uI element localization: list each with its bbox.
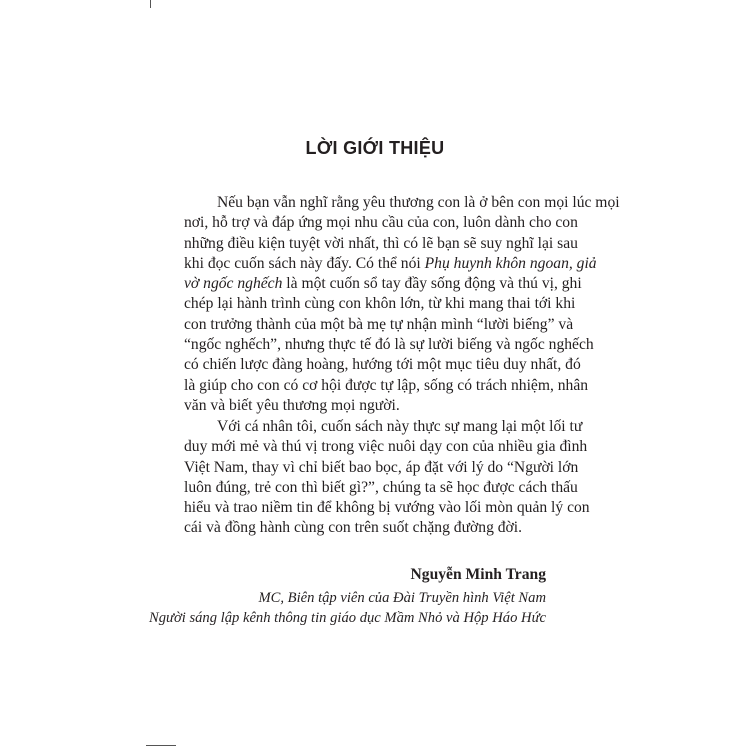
text-line	[184, 396, 546, 416]
text-segment: những điều kiện tuyệt vời nhất, thì có lẽ bạn sẽ suy nghĩ lại sau	[184, 234, 578, 252]
text-line	[184, 193, 620, 213]
crop-mark-top	[150, 0, 151, 8]
text-segment: có chiến lược đàng hoàng, hướng tới một mục tiêu duy nhất, đó	[184, 356, 581, 374]
text-segment: “ngốc nghếch”, nhưng thực tế đó là sự lười biếng và ngốc nghếch	[184, 336, 594, 354]
paragraph-2	[184, 417, 590, 539]
author-name: Nguyễn Minh Trang	[410, 566, 546, 583]
text-segment: luôn đúng, trẻ con thì biết gì?”, chúng ta sẽ học được cách thấu	[184, 478, 578, 496]
text-segment: văn và biết yêu thương mọi người.	[184, 396, 400, 414]
text-segment: Việt Nam, thay vì chỉ biết bao bọc, áp đặt với lý do “Người lớn	[184, 458, 579, 476]
text-line	[184, 355, 581, 375]
text-line	[184, 335, 594, 355]
author-affiliation: Người sáng lập kênh thông tin giáo dục Mầm Nhỏ và Hộp Háo Hức	[148, 610, 546, 626]
text-segment: Nếu bạn vẫn nghĩ rằng yêu thương con là ở bên con mọi lúc mọi	[217, 194, 620, 211]
text-segment: cái và đồng hành cùng con trên suốt chặng đường đời.	[184, 519, 523, 537]
text-segment: là một cuốn sổ tay đầy sống động và thú vị, ghi	[282, 275, 582, 293]
text-segment: duy mới mẻ và thú vị trong việc nuôi dạy con của nhiều gia đình	[184, 438, 588, 456]
italic-book-title: Phụ huynh khôn ngoan, giả	[424, 254, 597, 272]
text-segment: hiểu và trao niềm tin để không bị vướng vào lối mòn quản lý con	[184, 499, 590, 517]
text-line	[184, 294, 576, 314]
text-segment: khi đọc cuốn sách này đấy. Có thể nói	[184, 254, 425, 272]
italic-book-title: vờ ngốc nghếch	[184, 275, 283, 293]
text-line	[184, 458, 579, 478]
text-line	[184, 498, 590, 518]
page-title: LỜI GIỚI THIỆU	[305, 138, 445, 158]
text-line	[184, 213, 578, 233]
crop-mark-bottom	[146, 745, 176, 746]
text-line	[184, 274, 582, 294]
text-segment: là giúp cho con có cơ hội được tự lập, sống có trách nhiệm, nhân	[184, 376, 589, 394]
text-line	[184, 315, 574, 335]
text-line	[184, 234, 578, 254]
text-line	[184, 376, 589, 396]
text-segment: chép lại hành trình cùng con khôn lớn, từ khi mang thai tới khi	[184, 295, 576, 313]
text-segment: nơi, hỗ trợ và đáp ứng mọi nhu cầu của con, luôn dành cho con	[184, 214, 578, 232]
text-line	[184, 478, 578, 498]
text-line	[184, 518, 546, 538]
author-role: MC, Biên tập viên của Đài Truyền hình Việt Nam	[258, 590, 546, 606]
paragraph-1	[184, 193, 620, 416]
text-line	[184, 254, 597, 274]
text-line	[184, 417, 583, 437]
text-line	[184, 437, 588, 457]
text-segment: con trưởng thành của một bà mẹ tự nhận mình “lười biếng” và	[184, 315, 574, 333]
text-segment: Với cá nhân tôi, cuốn sách này thực sự mang lại một lối tư	[217, 418, 583, 435]
